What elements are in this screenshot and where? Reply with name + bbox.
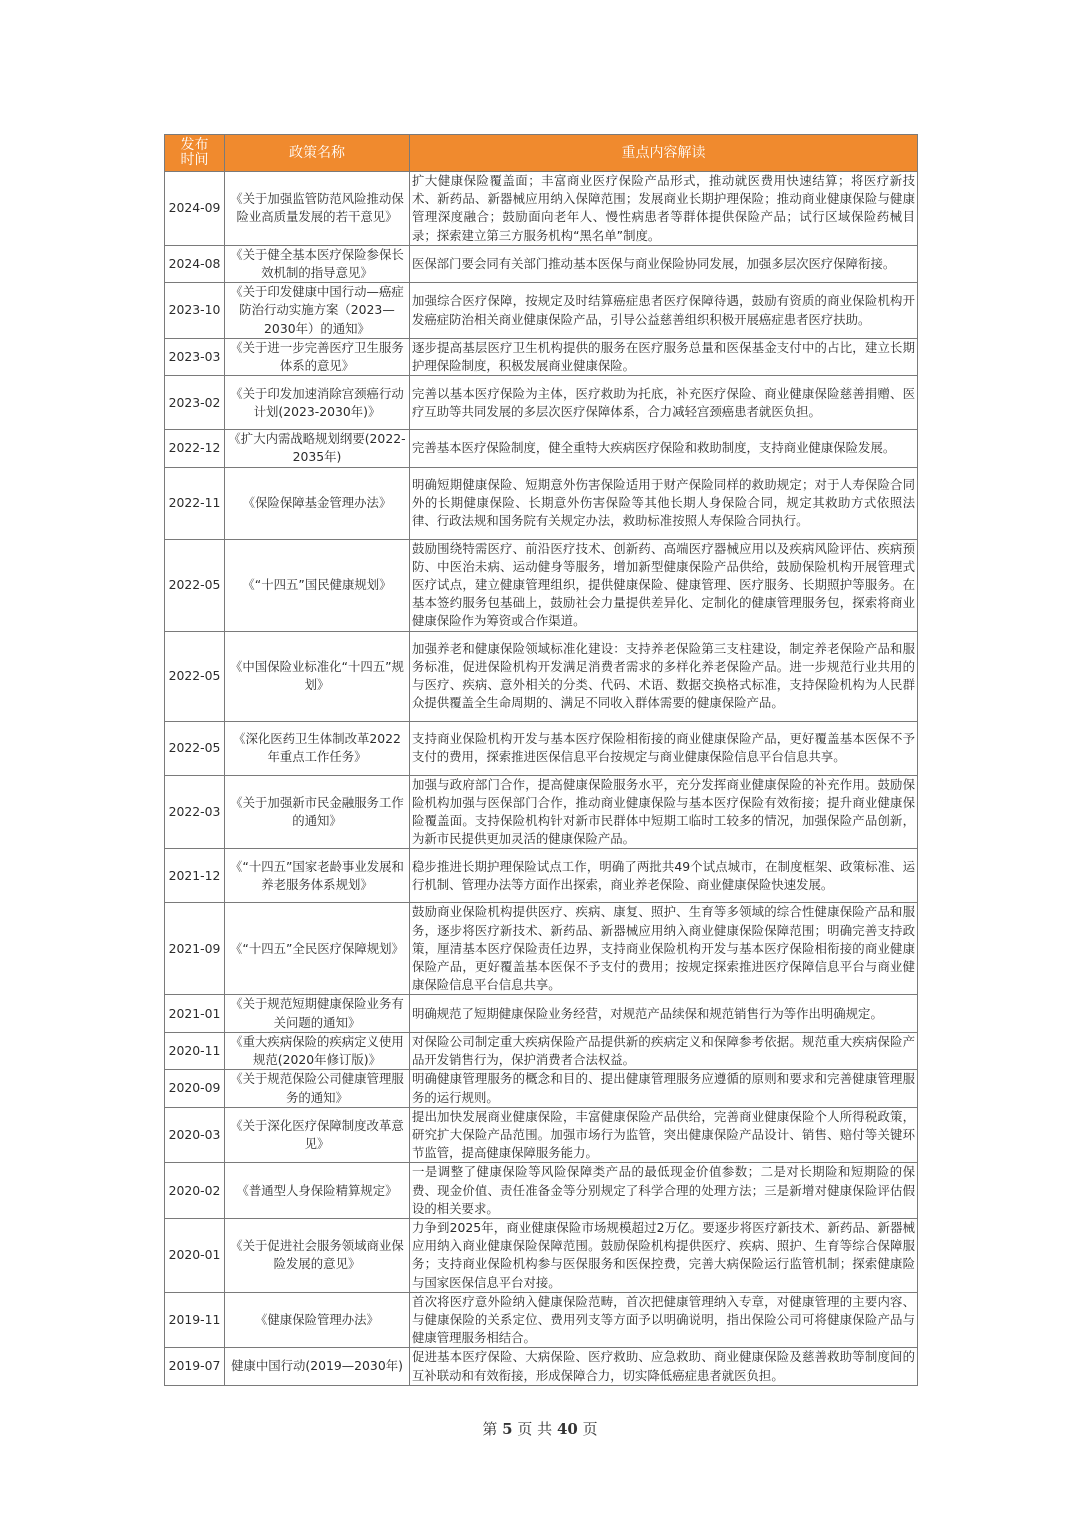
table-row [165, 1107, 918, 1163]
table-row [165, 467, 918, 539]
table-row [165, 1032, 918, 1069]
policy-date: 2022-05 [165, 539, 225, 631]
table-row [165, 1163, 918, 1219]
policy-date: 2022-11 [165, 467, 225, 539]
policy-date: 2021-12 [165, 849, 225, 903]
policy-content: 加强养老和健康保险领域标准化建设：支持养老保险第三支柱建设，制定养老保险产品和服务标准，促进保险机构开发满足消费者需求的多样化养老保险产品。进一步规范行业共用的与医疗、疾病、意外相关的分类、代码、术语、数据交换格式标准，支持保险机构为人民群众提供覆盖全生命周期的、满足不同收入群体需要的健康保险产品。 [410, 631, 918, 721]
policy-name: 《重大疾病保险的疾病定义使用规范(2020年修订版)》 [225, 1032, 410, 1069]
policy-content: 加强与政府部门合作，提高健康保险服务水平，充分发挥商业健康保险的补充作用。鼓励保险机构加强与医保部门合作，推动商业健康保险与基本医疗保险有效衔接；提升商业健康保险覆盖面。支持保险机构针对新市民群体中短期工临时工较多的情况，加强保险产品创新，为新市民提供更加灵活的健康保险产品。 [410, 775, 918, 849]
policy-content: 提出加快发展商业健康保险，丰富健康保险产品供给，完善商业健康保险个人所得税政策，研究扩大保险产品范围。加强市场行为监管，突出健康保险产品设计、销售、赔付等关键环节监管，提高健康保障服务能力。 [410, 1107, 918, 1163]
policy-name: 《关于加强监管防范风险推动保险业高质量发展的若干意见》 [225, 172, 410, 246]
table-row [165, 1292, 918, 1348]
table-row [165, 995, 918, 1032]
footer-suffix: 页 [582, 1420, 598, 1438]
policy-name: 《关于深化医疗保障制度改革意见》 [225, 1107, 410, 1163]
policy-date: 2023-03 [165, 338, 225, 375]
policy-content: 扩大健康保险覆盖面；丰富商业医疗保险产品形式，推动就医费用快速结算；将医疗新技术、新药品、新器械应用纳入保障范围；发展商业长期护理保险；推动商业健康保险与健康管理深度融合；鼓励面向老年人、慢性病患者等群体提供保险产品；试行区域保险药械目录；探索建立第三方服务机构“黑名单”制度。 [410, 172, 918, 246]
table-row [165, 430, 918, 467]
policy-name: 《中国保险业标准化“十四五”规划》 [225, 631, 410, 721]
policy-date: 2020-09 [165, 1070, 225, 1107]
policy-table [164, 134, 918, 1386]
table-row [165, 1348, 918, 1385]
policy-content: 稳步推进长期护理保险试点工作，明确了两批共49个试点城市，在制度框架、政策标准、运行机制、管理办法等方面作出探索，商业养老保险、商业健康保险快速发展。 [410, 849, 918, 903]
policy-date: 2019-07 [165, 1348, 225, 1385]
policy-content: 一是调整了健康保险等风险保障类产品的最低现金价值参数；二是对长期险和短期险的保费、现金价值、责任准备金等分别规定了科学合理的处理方法；三是新增对健康保险评估假设的相关要求。 [410, 1163, 918, 1219]
policy-name: 《关于规范短期健康保险业务有关问题的通知》 [225, 995, 410, 1032]
policy-name: 健康中国行动(2019—2030年) [225, 1348, 410, 1385]
policy-name: 《保险保障基金管理办法》 [225, 467, 410, 539]
policy-date: 2022-12 [165, 430, 225, 467]
policy-date: 2019-11 [165, 1292, 225, 1348]
footer-middle: 页 共 [517, 1420, 553, 1438]
policy-content: 明确健康管理服务的概念和目的、提出健康管理服务应遵循的原则和要求和完善健康管理服务的运行规则。 [410, 1070, 918, 1107]
policy-name: 《关于印发健康中国行动—癌症防治行动实施方案（2023—2030年）的通知》 [225, 283, 410, 339]
current-page-number: 5 [502, 1420, 513, 1438]
table-row [165, 1070, 918, 1107]
policy-content: 加强综合医疗保障，按规定及时结算癌症患者医疗保障待遇，鼓励有资质的商业保险机构开发癌症防治相关商业健康保险产品，引导公益慈善组织积极开展癌症患者医疗扶助。 [410, 283, 918, 339]
table-row [165, 338, 918, 375]
policy-name: 《关于促进社会服务领域商业保险发展的意见》 [225, 1218, 410, 1292]
policy-name: 《关于健全基本医疗保险参保长效机制的指导意见》 [225, 245, 410, 282]
policy-name: 《健康保险管理办法》 [225, 1292, 410, 1348]
table-header-row [165, 135, 918, 172]
table-row [165, 849, 918, 903]
table-row [165, 631, 918, 721]
table-row [165, 775, 918, 849]
header-date: 发布时间 [165, 135, 225, 172]
policy-name: 《“十四五”国家老龄事业发展和养老服务体系规划》 [225, 849, 410, 903]
policy-name: 《深化医药卫生体制改革2022年重点工作任务》 [225, 721, 410, 775]
policy-name: 《“十四五”全民医疗保障规划》 [225, 903, 410, 995]
policy-name: 《关于规范保险公司健康管理服务的通知》 [225, 1070, 410, 1107]
page-footer [0, 1418, 1080, 1439]
policy-date: 2023-02 [165, 376, 225, 430]
policy-content: 完善基本医疗保险制度，健全重特大疾病医疗保险和救助制度，支持商业健康保险发展。 [410, 430, 918, 467]
total-pages-number: 40 [556, 1420, 578, 1438]
policy-date: 2020-11 [165, 1032, 225, 1069]
header-key-content: 重点内容解读 [410, 135, 918, 172]
policy-content: 支持商业保险机构开发与基本医疗保险相衔接的商业健康保险产品，更好覆盖基本医保不予支付的费用，探索推进医保信息平台按规定与商业健康保险信息平台信息共享。 [410, 721, 918, 775]
policy-date: 2024-09 [165, 172, 225, 246]
policy-date: 2022-03 [165, 775, 225, 849]
policy-content: 逐步提高基层医疗卫生机构提供的服务在医疗服务总量和医保基金支付中的占比，建立长期护理保险制度，积极发展商业健康保险。 [410, 338, 918, 375]
policy-content: 医保部门要会同有关部门推动基本医保与商业保险协同发展，加强多层次医疗保障衔接。 [410, 245, 918, 282]
table-row [165, 1218, 918, 1292]
policy-content: 明确短期健康保险、短期意外伤害保险适用于财产保险同样的救助规定；对于人寿保险合同外的长期健康保险、长期意外伤害保险等其他长期人身保险合同，规定其救助方式依照法律、行政法规和国务院有关规定办法，救助标准按照人寿保险合同执行。 [410, 467, 918, 539]
table-row [165, 283, 918, 339]
policy-content: 鼓励商业保险机构提供医疗、疾病、康复、照护、生育等多领域的综合性健康保险产品和服务，逐步将医疗新技术、新药品、新器械应用纳入商业健康保险保障范围；明确完善支持政策，厘清基本医疗保险责任边界，支持商业保险机构开发与基本医疗保险相衔接的商业健康保险产品，更好覆盖基本医保不予支付的费用；按规定探索推进医疗保障信息平台与商业健康保险信息平台信息共享。 [410, 903, 918, 995]
table-row [165, 721, 918, 775]
policy-date: 2022-05 [165, 721, 225, 775]
policy-date: 2020-02 [165, 1163, 225, 1219]
policy-content: 鼓励围绕特需医疗、前沿医疗技术、创新药、高端医疗器械应用以及疾病风险评估、疾病预防、中医治未病、运动健身等服务，增加新型健康保险产品供给，鼓励保险机构开展管理式医疗试点，建立健康管理组织，提供健康保险、健康管理、医疗服务、长期照护等服务。在基本签约服务包基础上，鼓励社会力量提供差异化、定制化的健康管理服务包，探索将商业健康保险作为筹资或合作渠道。 [410, 539, 918, 631]
policy-content: 促进基本医疗保险、大病保险、医疗救助、应急救助、商业健康保险及慈善救助等制度间的互补联动和有效衔接，形成保障合力，切实降低癌症患者就医负担。 [410, 1348, 918, 1385]
policy-date: 2023-10 [165, 283, 225, 339]
policy-name: 《“十四五”国民健康规划》 [225, 539, 410, 631]
policy-date: 2021-09 [165, 903, 225, 995]
header-policy-name: 政策名称 [225, 135, 410, 172]
policy-content: 力争到2025年，商业健康保险市场规模超过2万亿。要逐步将医疗新技术、新药品、新器械应用纳入商业健康保险保障范围。鼓励保险机构提供医疗、疾病、照护、生育等综合保障服务；支持商业保险机构参与医保服务和医保控费，完善大病保险运行监管机制；探索健康险与国家医保信息平台对接。 [410, 1218, 918, 1292]
policy-date: 2021-01 [165, 995, 225, 1032]
table-row [165, 539, 918, 631]
policy-date: 2022-05 [165, 631, 225, 721]
policy-content: 对保险公司制定重大疾病保险产品提供新的疾病定义和保障参考依据。规范重大疾病保险产品开发销售行为，保护消费者合法权益。 [410, 1032, 918, 1069]
policy-name: 《普通型人身保险精算规定》 [225, 1163, 410, 1219]
table-row [165, 903, 918, 995]
table-row [165, 245, 918, 282]
policy-name: 《扩大内需战略规划纲要(2022- 2035年) [225, 430, 410, 467]
table-row [165, 172, 918, 246]
policy-content: 完善以基本医疗保险为主体，医疗救助为托底，补充医疗保险、商业健康保险慈善捐赠、医疗互助等共同发展的多层次医疗保障体系，合力减轻宫颈癌患者就医负担。 [410, 376, 918, 430]
policy-date: 2020-03 [165, 1107, 225, 1163]
policy-name: 《关于进一步完善医疗卫生服务体系的意见》 [225, 338, 410, 375]
policy-date: 2024-08 [165, 245, 225, 282]
table-row [165, 376, 918, 430]
policy-content: 首次将医疗意外险纳入健康保险范畴，首次把健康管理纳入专章，对健康管理的主要内容、与健康保险的关系定位、费用列支等方面予以明确说明，指出保险公司可将健康保险产品与健康管理服务相结合。 [410, 1292, 918, 1348]
policy-name: 《关于印发加速消除宫颈癌行动计划(2023-2030年)》 [225, 376, 410, 430]
policy-content: 明确规范了短期健康保险业务经营，对规范产品续保和规范销售行为等作出明确规定。 [410, 995, 918, 1032]
policy-date: 2020-01 [165, 1218, 225, 1292]
policy-name: 《关于加强新市民金融服务工作的通知》 [225, 775, 410, 849]
footer-prefix: 第 [482, 1420, 498, 1438]
